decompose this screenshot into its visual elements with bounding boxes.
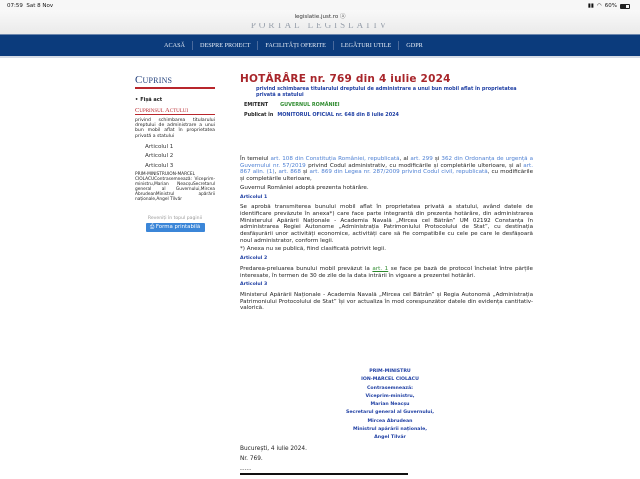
nav-home[interactable]: ACASĂ: [157, 41, 193, 50]
published-label: Publicat în: [244, 112, 274, 118]
signature-line: Mircea Abrudean: [367, 418, 413, 424]
toc-signatures-link[interactable]: PRIM-MINISTRUION-MARCEL CIOLACUContrasemnează: Viceprim-ministru,Marian NeacșuSecretarul general al Guvernului,Mircea AbrudeanMinistrul apărării naționale,Angel Tîlvăr: [135, 172, 215, 202]
nav-facilities[interactable]: FACILITĂȚI OFERITE: [258, 41, 334, 50]
signal-icon: ▮▮: [587, 3, 594, 9]
fisa-act-link[interactable]: • Fișă act: [135, 97, 163, 103]
wifi-icon: ◠: [596, 3, 602, 9]
act-contents-heading: Cuprinsul Actului: [135, 107, 215, 115]
article-1-note: *) Anexa nu se publică, fiind clasificată potrivit legii.: [240, 246, 386, 253]
toc-title: Cuprins: [135, 74, 215, 89]
nav-about-project[interactable]: DESPRE PROIECT: [193, 41, 258, 50]
article-2-heading: Articolul 2: [240, 256, 268, 262]
article-1-text: Se aprobă transmiterea bunului mobil aflat în proprietatea privată a statului, având datele de identificare prevăzute în anexa*) care face parte integrantă din prezenta hotărâre, din administrarea Ministerului Apărării Naționale - Academia Navală „Mircea cel Bătrân” UM 02192 Constanța în administrarea Regiei Autonome „Administrația Patrimoniului Protocolului de Stat”, cu destinația desfășurării unor activități economice, activități care să fie compatibile cu cele pe care le desfășoară noul administrator, conform legii.: [240, 204, 533, 244]
signatures-block: [300, 368, 480, 443]
browser-url-bar[interactable]: [0, 10, 640, 34]
link-art-867[interactable]: art. 867 alin. (1): [240, 162, 533, 176]
document-title: HOTĂRÂRE nr. 769 din 4 iulie 2024: [240, 73, 451, 85]
signature-line: PRIM-MINISTRU: [369, 369, 411, 374]
article-3-text: Ministerul Apărării Naționale - Academia Navală „Mircea cel Bătrân” și Regia Autonomă „Administrația Patrimoniului Protocolului de Stat” își vor actualiza în mod corespunzător datele din evidența cantitativ-valorică.: [240, 291, 533, 312]
signature-line: Contrasemnează:: [366, 385, 413, 391]
nav-gdpr[interactable]: GDPR: [406, 42, 423, 49]
signature-line: Viceprim-ministru,: [365, 393, 415, 399]
monitor-oficial-value[interactable]: MONITORUL OFICIAL nr. 648 din 8 iulie 2024: [277, 112, 399, 118]
sidebar-toc: [135, 74, 215, 232]
toc-article-3[interactable]: Articolul 3: [145, 162, 174, 169]
status-time: 07:59 Sat 8 Nov: [7, 3, 54, 9]
site-header-banner: PORTAL LEGISLATIV: [250, 23, 390, 30]
article-3-heading: Articolul 3: [240, 282, 268, 288]
preamble: În temeiul art. 108 din Constituția României, republicată, al art. 299 și 362 din Ordonanța de urgență a Guvernului nr. 57/2019 privind Codul administrativ, cu modificările și completările ulterioare, și al art. 867 alin. (1), art. 868 și art. 869 din Legea nr. 287/2009 privind Codul civil, republicată, cu modificările și completările ulterioare,: [240, 156, 534, 183]
article-2-text: Predarea-preluarea bunului mobil prevăzut la art. 1 se face pe bază de protocol încheiat între părțile interesate, în termen de 30 de zile de la data intrării în vigoare a prezentei hotărâri.: [240, 265, 533, 279]
document-subtitle: privind schimbarea titularului dreptului de administrare a unui bun mobil aflat în proprietatea privată a statului: [256, 86, 517, 98]
toc-description-link[interactable]: privind schimbarea titularului dreptului de administrare a unui bun mobil aflat în proprietatea privată a statului: [135, 118, 215, 139]
main-nav: [0, 34, 640, 58]
lock-icon: ⓐ: [340, 14, 346, 20]
divider: [240, 473, 408, 475]
document-number: Nr. 769.: [240, 456, 263, 462]
signature-line: Marian Neacșu: [370, 402, 410, 408]
status-indicators: [588, 3, 630, 9]
toc-article-2[interactable]: Articolul 2: [145, 153, 174, 160]
back-to-top-link[interactable]: Reveniți în topul paginii: [147, 215, 203, 221]
printer-icon: ⎙: [149, 223, 155, 230]
link-oug-57-2019[interactable]: 362 din Ordonanța de urgență a Guvernului nr. 57/2019: [240, 156, 534, 169]
document-header: [240, 73, 532, 118]
link-constitution[interactable]: art. 108 din Constituția României, republicată: [270, 156, 400, 162]
nav-useful-links[interactable]: LEGĂTURI UTILE: [334, 41, 399, 50]
separator-dashes: -----: [240, 467, 252, 473]
link-art-868[interactable]: art. 868: [278, 169, 301, 176]
document-body: [240, 156, 533, 314]
battery-percent: 60%: [604, 3, 617, 9]
bullet-icon: •: [135, 97, 139, 103]
link-civil-code[interactable]: art. 869 din Legea nr. 287/2009 privind Codul civil, republicată: [309, 169, 488, 176]
signature-line: ION-MARCEL CIOLACU: [361, 377, 419, 383]
signature-line: Secretarul general al Guvernului,: [345, 410, 435, 416]
signature-line: Angel Tîlvăr: [374, 435, 406, 441]
print-form-button[interactable]: ⎙ Forma printabilă: [146, 223, 205, 232]
document-footer: [240, 444, 307, 464]
toc-article-1[interactable]: Articolul 1: [145, 143, 174, 150]
signature-line: Ministrul apărării naționale,: [352, 427, 428, 433]
link-art-299[interactable]: art. 299: [410, 156, 433, 162]
emitent-row: [244, 102, 532, 108]
adoption-statement: Guvernul României adoptă prezenta hotărâre.: [240, 184, 369, 191]
url-text[interactable]: legislatie.just.ro ⓐ: [294, 14, 346, 20]
published-row: [244, 112, 532, 118]
battery-icon: [620, 4, 630, 9]
place-date: București, 4 iulie 2024.: [240, 446, 307, 452]
article-1-heading: Articolul 1: [240, 194, 268, 200]
emitent-value[interactable]: GUVERNUL ROMÂNIEI: [280, 102, 340, 108]
emitent-label: EMITENT: [244, 102, 269, 108]
link-art-1[interactable]: art. 1: [372, 265, 389, 272]
